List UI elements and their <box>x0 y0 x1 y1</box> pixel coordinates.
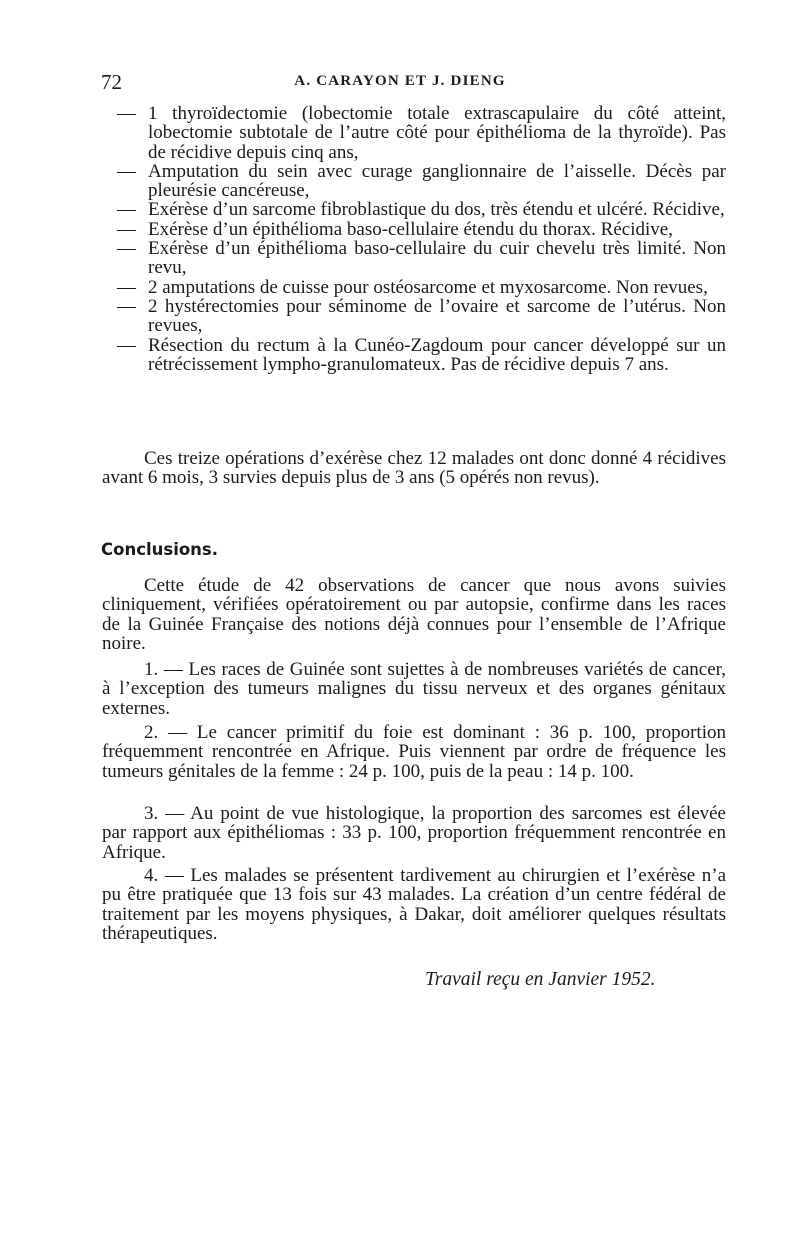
list-item <box>102 278 726 297</box>
conclusion-point-4: 4. — Les malades se présentent tardivement au chirurgien et l’exérèse n’a pu être pratiquée que 13 fois sur 43 malades. La création d’un centre fédéral de traitement par les moyens physiques, à Dakar, doit améliorer quelques résultats thérapeutiques. <box>102 865 726 944</box>
list-dash: — <box>117 199 136 221</box>
list-item <box>102 220 726 239</box>
conclusions-heading: Conclusions. <box>101 540 219 559</box>
list-item-text: Exérèse d’un épithélioma baso-cellulaire étendu du thorax. Récidive, <box>148 218 673 240</box>
conclusion-point-2: 2. — Le cancer primitif du foie est dominant : 36 p. 100, proportion fréquemment rencontrée en Afrique. Puis viennent par ordre de fréquence les tumeurs génitales de la femme : 24 p. 100, puis de la peau : 14 p. 100. <box>102 722 726 782</box>
list-dash: — <box>117 276 136 298</box>
summary-paragraph: Ces treize opérations d’exérèse chez 12 malades ont donc donné 4 récidives avant 6 mois, 3 survies depuis plus de 3 ans (5 opérés non revus). <box>102 448 726 489</box>
list-dash: — <box>117 160 136 182</box>
list-item <box>102 239 726 278</box>
list-dash: — <box>117 238 136 260</box>
list-item-text: 2 hystérectomies pour séminome de l’ovaire et sarcome de l’utérus. Non revues, <box>148 295 726 337</box>
operations-list <box>102 104 726 374</box>
conclusions-intro: Cette étude de 42 observations de cancer que nous avons suivies cliniquement, vérifiées opératoirement ou par autopsie, confirme dans les races de la Guinée Française des notions déjà connues pour l’ensemble de l’Afrique noire. <box>102 575 726 654</box>
received-date-note: Travail reçu en Janvier 1952. <box>425 969 656 990</box>
list-item-text: Exérèse d’un épithélioma baso-cellulaire du cuir chevelu très limité. Non revu, <box>148 238 726 279</box>
list-item-text: Exérèse d’un sarcome fibroblastique du dos, très étendu et ulcéré. Récidive, <box>148 199 725 221</box>
list-item-text: Amputation du sein avec curage ganglionnaire de l’aisselle. Décès par pleurésie cancéreuse, <box>148 160 726 202</box>
running-title: A. CARAYON ET J. DIENG <box>294 73 506 89</box>
list-item <box>102 336 726 375</box>
list-dash: — <box>117 218 136 240</box>
list-item <box>102 162 726 201</box>
list-dash: — <box>117 334 136 356</box>
list-item-text: Résection du rectum à la Cunéo-Zagdoum pour cancer développé sur un rétrécissement lympho-granulomateux. Pas de récidive depuis 7 ans. <box>148 334 726 375</box>
conclusion-point-1: 1. — Les races de Guinée sont sujettes à de nombreuses variétés de cancer, à l’exception des tumeurs malignes du tissu nerveux et des organes génitaux externes. <box>102 659 726 719</box>
conclusion-point-3: 3. — Au point de vue histologique, la proportion des sarcomes est élevée par rapport aux épithéliomas : 33 p. 100, proportion fréquemment rencontrée en Afrique. <box>102 803 726 863</box>
list-item-text: 2 amputations de cuisse pour ostéosarcome et myxosarcome. Non revues, <box>148 276 708 298</box>
list-dash: — <box>117 103 136 124</box>
list-item <box>102 104 726 162</box>
list-dash: — <box>117 295 136 317</box>
list-item-text: 1 thyroïdectomie (lobectomie totale extrascapulaire du côté atteint, lobectomie subtotale de l’autre côté pour épithélioma de la thyroïde). Pas de récidive depuis cinq ans, <box>148 103 726 163</box>
list-item <box>102 200 726 219</box>
page-number: 72 <box>101 70 122 94</box>
list-item <box>102 297 726 336</box>
